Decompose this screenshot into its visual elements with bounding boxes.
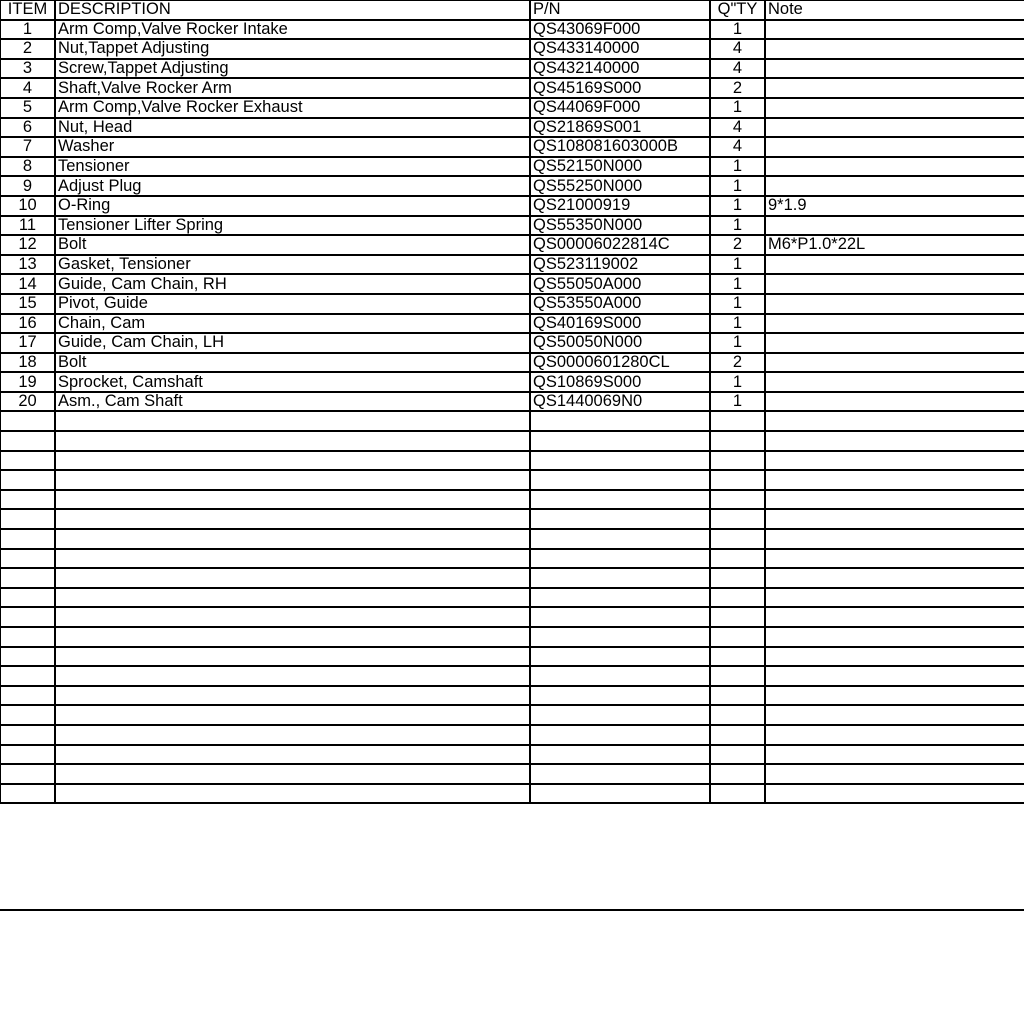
cell-item-empty	[0, 627, 55, 647]
cell-item: 12	[0, 235, 55, 255]
table-row	[0, 235, 1024, 255]
cell-part-number-empty	[530, 764, 710, 784]
cell-note	[765, 98, 1024, 118]
cell-quantity-empty	[710, 490, 765, 510]
cell-description: Tensioner	[55, 157, 530, 177]
cell-description: Screw,Tappet Adjusting	[55, 59, 530, 79]
cell-item-empty	[0, 490, 55, 510]
cell-description-empty	[55, 588, 530, 608]
cell-quantity: 4	[710, 39, 765, 59]
cell-description-empty	[55, 568, 530, 588]
cell-part-number: QS108081603000B	[530, 137, 710, 157]
cell-quantity-empty	[710, 549, 765, 569]
cell-quantity-empty	[710, 470, 765, 490]
cell-description-empty	[55, 725, 530, 745]
cell-note	[765, 176, 1024, 196]
cell-part-number: QS53550A000	[530, 294, 710, 314]
cell-description-empty	[55, 470, 530, 490]
cell-part-number: QS10869S000	[530, 372, 710, 392]
empty-table-row	[0, 529, 1024, 549]
cell-quantity: 1	[710, 20, 765, 40]
header-description: DESCRIPTION	[55, 0, 530, 20]
cell-quantity: 1	[710, 392, 765, 412]
empty-table-row	[0, 745, 1024, 765]
empty-table-row	[0, 451, 1024, 471]
cell-part-number: QS21869S001	[530, 118, 710, 138]
cell-part-number: QS55250N000	[530, 176, 710, 196]
cell-part-number: QS21000919	[530, 196, 710, 216]
table-row	[0, 98, 1024, 118]
cell-item-empty	[0, 764, 55, 784]
cell-description-empty	[55, 666, 530, 686]
cell-note	[765, 39, 1024, 59]
cell-note-empty	[765, 451, 1024, 471]
cell-description: Bolt	[55, 353, 530, 373]
table-row	[0, 137, 1024, 157]
table-row	[0, 59, 1024, 79]
cell-quantity-empty	[710, 784, 765, 804]
cell-note-empty	[765, 686, 1024, 706]
cell-note	[765, 392, 1024, 412]
cell-item-empty	[0, 568, 55, 588]
cell-part-number-empty	[530, 705, 710, 725]
cell-description-empty	[55, 509, 530, 529]
header-part-number: P/N	[530, 0, 710, 20]
cell-note-empty	[765, 490, 1024, 510]
cell-quantity: 1	[710, 196, 765, 216]
cell-part-number: QS50050N000	[530, 333, 710, 353]
cell-note-empty	[765, 784, 1024, 804]
cell-quantity: 1	[710, 255, 765, 275]
cell-part-number: QS00006022814C	[530, 235, 710, 255]
cell-description: Guide, Cam Chain, RH	[55, 274, 530, 294]
cell-part-number-empty	[530, 745, 710, 765]
cell-description-empty	[55, 784, 530, 804]
cell-part-number: QS1440069N0	[530, 392, 710, 412]
cell-description: Nut,Tappet Adjusting	[55, 39, 530, 59]
cell-item-empty	[0, 509, 55, 529]
cell-part-number-empty	[530, 509, 710, 529]
cell-part-number: QS433140000	[530, 39, 710, 59]
cell-part-number-empty	[530, 451, 710, 471]
cell-note	[765, 274, 1024, 294]
table-row	[0, 78, 1024, 98]
table-row	[0, 216, 1024, 236]
cell-part-number-empty	[530, 725, 710, 745]
cell-note	[765, 118, 1024, 138]
empty-table-row	[0, 666, 1024, 686]
cell-description-empty	[55, 549, 530, 569]
cell-item: 6	[0, 118, 55, 138]
empty-table-row	[0, 490, 1024, 510]
cell-item-empty	[0, 451, 55, 471]
cell-part-number: QS0000601280CL	[530, 353, 710, 373]
cell-note-empty	[765, 647, 1024, 667]
cell-note-empty	[765, 509, 1024, 529]
cell-note: M6*P1.0*22L	[765, 235, 1024, 255]
cell-note	[765, 137, 1024, 157]
cell-note	[765, 78, 1024, 98]
cell-description: Chain, Cam	[55, 314, 530, 334]
table-row	[0, 20, 1024, 40]
cell-quantity-empty	[710, 666, 765, 686]
cell-part-number-empty	[530, 627, 710, 647]
header-quantity: Q"TY	[710, 0, 765, 20]
cell-description-empty	[55, 745, 530, 765]
cell-item: 1	[0, 20, 55, 40]
cell-note	[765, 255, 1024, 275]
cell-note-empty	[765, 529, 1024, 549]
cell-description-empty	[55, 529, 530, 549]
cell-quantity: 1	[710, 294, 765, 314]
cell-note-empty	[765, 568, 1024, 588]
empty-table-row	[0, 647, 1024, 667]
cell-description: Pivot, Guide	[55, 294, 530, 314]
cell-item: 15	[0, 294, 55, 314]
cell-description: Asm., Cam Shaft	[55, 392, 530, 412]
cell-part-number: QS52150N000	[530, 157, 710, 177]
empty-table-row	[0, 431, 1024, 451]
cell-item: 11	[0, 216, 55, 236]
cell-note-empty	[765, 764, 1024, 784]
cell-quantity: 4	[710, 118, 765, 138]
cell-item: 17	[0, 333, 55, 353]
table-row	[0, 333, 1024, 353]
table-row	[0, 314, 1024, 334]
cell-description: Guide, Cam Chain, LH	[55, 333, 530, 353]
cell-item-empty	[0, 784, 55, 804]
cell-item-empty	[0, 607, 55, 627]
cell-item-empty	[0, 549, 55, 569]
table-row	[0, 157, 1024, 177]
cell-item: 20	[0, 392, 55, 412]
cell-item: 14	[0, 274, 55, 294]
cell-quantity-empty	[710, 451, 765, 471]
cell-part-number: QS55350N000	[530, 216, 710, 236]
cell-part-number-empty	[530, 647, 710, 667]
cell-part-number-empty	[530, 490, 710, 510]
cell-description: Tensioner Lifter Spring	[55, 216, 530, 236]
cell-item: 13	[0, 255, 55, 275]
cell-item: 10	[0, 196, 55, 216]
cell-part-number-empty	[530, 549, 710, 569]
cell-quantity: 1	[710, 333, 765, 353]
empty-table-row	[0, 705, 1024, 725]
cell-description: Nut, Head	[55, 118, 530, 138]
cell-note-empty	[765, 470, 1024, 490]
cell-item: 19	[0, 372, 55, 392]
cell-item-empty	[0, 431, 55, 451]
cell-item: 9	[0, 176, 55, 196]
table-row	[0, 39, 1024, 59]
cell-item-empty	[0, 470, 55, 490]
cell-part-number-empty	[530, 431, 710, 451]
cell-description-empty	[55, 647, 530, 667]
cell-note	[765, 372, 1024, 392]
table-row	[0, 353, 1024, 373]
cell-note	[765, 353, 1024, 373]
empty-table-row	[0, 607, 1024, 627]
cell-description: O-Ring	[55, 196, 530, 216]
empty-table-row	[0, 411, 1024, 431]
cell-part-number-empty	[530, 784, 710, 804]
cell-note-empty	[765, 549, 1024, 569]
cell-note-empty	[765, 745, 1024, 765]
cell-description-empty	[55, 490, 530, 510]
empty-table-row	[0, 784, 1024, 804]
cell-item: 3	[0, 59, 55, 79]
cell-item-empty	[0, 588, 55, 608]
empty-table-row	[0, 588, 1024, 608]
cell-quantity: 2	[710, 353, 765, 373]
cell-note-empty	[765, 607, 1024, 627]
cell-part-number: QS40169S000	[530, 314, 710, 334]
cell-item: 18	[0, 353, 55, 373]
table-row	[0, 392, 1024, 412]
header-note: Note	[765, 0, 1024, 20]
cell-quantity-empty	[710, 529, 765, 549]
cell-item-empty	[0, 686, 55, 706]
table-row	[0, 274, 1024, 294]
table-row	[0, 196, 1024, 216]
empty-table-row	[0, 470, 1024, 490]
cell-quantity: 1	[710, 216, 765, 236]
cell-item: 5	[0, 98, 55, 118]
cell-item: 7	[0, 137, 55, 157]
cell-description-empty	[55, 431, 530, 451]
cell-description: Sprocket, Camshaft	[55, 372, 530, 392]
empty-table-row	[0, 549, 1024, 569]
cell-note: 9*1.9	[765, 196, 1024, 216]
cell-part-number-empty	[530, 686, 710, 706]
cell-part-number: QS55050A000	[530, 274, 710, 294]
empty-table-row	[0, 568, 1024, 588]
cell-part-number-empty	[530, 607, 710, 627]
cell-item-empty	[0, 725, 55, 745]
cell-note	[765, 333, 1024, 353]
cell-quantity-empty	[710, 627, 765, 647]
cell-description: Gasket, Tensioner	[55, 255, 530, 275]
cell-description-empty	[55, 451, 530, 471]
cell-note	[765, 216, 1024, 236]
cell-description-empty	[55, 411, 530, 431]
cell-quantity: 1	[710, 314, 765, 334]
cell-part-number-empty	[530, 529, 710, 549]
cell-description-empty	[55, 627, 530, 647]
cell-description: Adjust Plug	[55, 176, 530, 196]
cell-part-number-empty	[530, 411, 710, 431]
empty-table-row	[0, 509, 1024, 529]
cell-note	[765, 314, 1024, 334]
cell-note-empty	[765, 588, 1024, 608]
cell-quantity-empty	[710, 431, 765, 451]
header-row	[0, 0, 1024, 20]
cell-part-number: QS45169S000	[530, 78, 710, 98]
cell-note	[765, 59, 1024, 79]
empty-table-row	[0, 686, 1024, 706]
cell-part-number: QS523119002	[530, 255, 710, 275]
cell-quantity-empty	[710, 686, 765, 706]
cell-description: Shaft,Valve Rocker Arm	[55, 78, 530, 98]
cell-quantity: 1	[710, 98, 765, 118]
cell-description-empty	[55, 607, 530, 627]
cell-quantity: 4	[710, 137, 765, 157]
cell-note-empty	[765, 725, 1024, 745]
cell-note	[765, 20, 1024, 40]
cell-item: 4	[0, 78, 55, 98]
cell-part-number: QS432140000	[530, 59, 710, 79]
cell-quantity: 2	[710, 235, 765, 255]
cell-note	[765, 157, 1024, 177]
cell-item-empty	[0, 745, 55, 765]
cell-quantity: 2	[710, 78, 765, 98]
cell-note-empty	[765, 666, 1024, 686]
cell-description: Bolt	[55, 235, 530, 255]
cell-quantity-empty	[710, 705, 765, 725]
cell-note-empty	[765, 705, 1024, 725]
empty-table-row	[0, 764, 1024, 784]
parts-table-body	[0, 20, 1024, 804]
cell-quantity: 1	[710, 274, 765, 294]
cell-description: Washer	[55, 137, 530, 157]
table-row	[0, 294, 1024, 314]
cell-item: 8	[0, 157, 55, 177]
table-row	[0, 176, 1024, 196]
cell-item-empty	[0, 411, 55, 431]
footer-divider	[0, 909, 1024, 911]
cell-part-number: QS44069F000	[530, 98, 710, 118]
cell-quantity-empty	[710, 647, 765, 667]
cell-quantity: 4	[710, 59, 765, 79]
cell-part-number-empty	[530, 666, 710, 686]
cell-item: 2	[0, 39, 55, 59]
cell-description-empty	[55, 686, 530, 706]
cell-description-empty	[55, 705, 530, 725]
cell-part-number-empty	[530, 568, 710, 588]
cell-note-empty	[765, 411, 1024, 431]
cell-part-number: QS43069F000	[530, 20, 710, 40]
cell-note-empty	[765, 627, 1024, 647]
cell-description: Arm Comp,Valve Rocker Exhaust	[55, 98, 530, 118]
cell-item: 16	[0, 314, 55, 334]
cell-quantity-empty	[710, 725, 765, 745]
table-row	[0, 372, 1024, 392]
header-item: ITEM	[0, 0, 55, 20]
empty-table-row	[0, 627, 1024, 647]
cell-quantity-empty	[710, 745, 765, 765]
cell-note	[765, 294, 1024, 314]
cell-part-number-empty	[530, 588, 710, 608]
cell-item-empty	[0, 666, 55, 686]
cell-item-empty	[0, 705, 55, 725]
cell-item-empty	[0, 529, 55, 549]
cell-quantity: 1	[710, 372, 765, 392]
cell-quantity-empty	[710, 764, 765, 784]
cell-quantity-empty	[710, 568, 765, 588]
cell-quantity: 1	[710, 176, 765, 196]
table-row	[0, 255, 1024, 275]
cell-part-number-empty	[530, 470, 710, 490]
cell-quantity: 1	[710, 157, 765, 177]
cell-note-empty	[765, 431, 1024, 451]
cell-quantity-empty	[710, 509, 765, 529]
cell-description-empty	[55, 764, 530, 784]
table-row	[0, 118, 1024, 138]
cell-quantity-empty	[710, 607, 765, 627]
cell-quantity-empty	[710, 588, 765, 608]
cell-item-empty	[0, 647, 55, 667]
cell-quantity-empty	[710, 411, 765, 431]
empty-table-row	[0, 725, 1024, 745]
cell-description: Arm Comp,Valve Rocker Intake	[55, 20, 530, 40]
